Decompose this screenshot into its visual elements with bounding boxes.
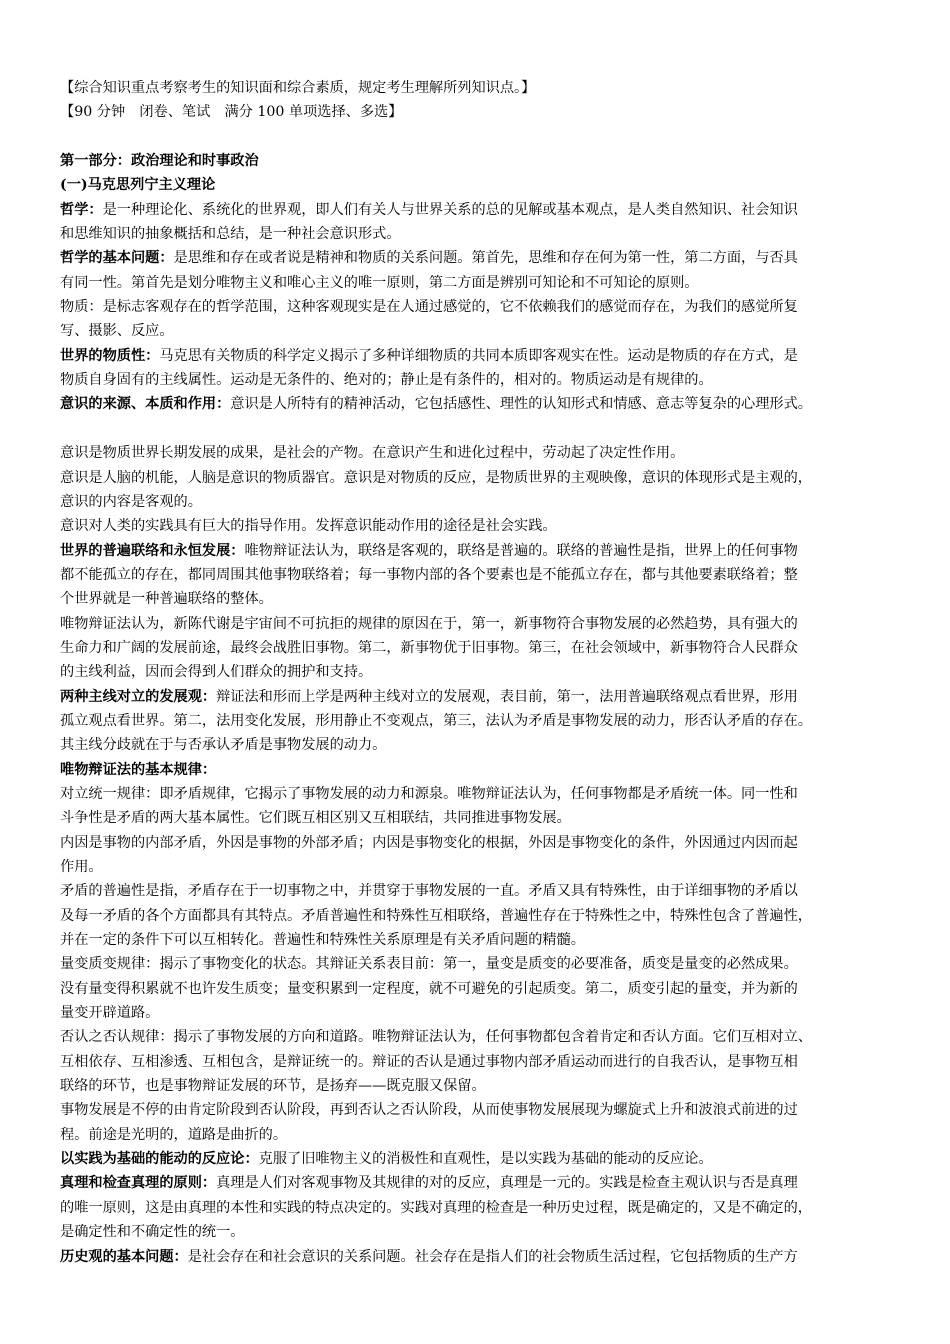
paragraph-line: 的主线利益，因而会得到人们群众的拥护和支持。 (60, 664, 373, 681)
term-label: 历史观的基本问题： (60, 1248, 188, 1265)
term-label: 以实践为基础的能动的反应论： (60, 1151, 259, 1168)
subsection-title: (一)马克思列宁主义理论 (60, 177, 216, 194)
paragraph-line: 互相依存、互相渗透、互相包含，是辩证统一的。辩证的否认是通过事物内部矛盾运动而进行的自我否认，是事物互相 (60, 1053, 798, 1070)
term-label: 世界的物质性： (60, 347, 160, 364)
paragraph-line: 的唯一原则，这是由真理的本性和实践的特点决定的。实践对真理的检查是一种历史过程，既是确定的，又是不确定的， (60, 1199, 812, 1216)
paragraph-line (60, 392, 896, 416)
paragraph-line: 意识的内容是客观的。 (60, 493, 202, 510)
header-line-2: 【90 分钟 闭卷、笔试 满分 100 单项选择、多选】 (60, 104, 403, 121)
paragraph-line: 都不能孤立的存在，都同周围其他事物联络着；每一事物内部的各个要素也是不能孤立存在，都与其他要素联络着；整 (60, 566, 798, 583)
paragraph-line: 和思维知识的抽象概括和总结，是一种社会意识形式。 (60, 226, 401, 243)
paragraph-line: 唯物辩证法认为，新陈代谢是宇宙间不可抗拒的规律的原因在于，第一，新事物符合事物发展的必然趋势，具有强大的 (60, 615, 798, 632)
spacer (60, 417, 896, 441)
paragraph-line: 写、摄影、反应。 (60, 323, 174, 340)
paragraph-line: 物质：是标志客观存在的哲学范围，这种客观现实是在人通过感觉的，它不依赖我们的感觉而存在，为我们的感觉所复 (60, 299, 798, 316)
paragraph-line: 意识是人脑的机能，人脑是意识的物质器官。意识是对物质的反应，是物质世界的主观映像，意识的体现形式是主观的， (60, 469, 812, 486)
term-label: 意识的来源、本质和作用： (60, 396, 231, 413)
term-label: 世界的普遍联络和永恒发展： (60, 542, 245, 559)
paragraph-line (60, 198, 896, 222)
paragraph-line: 联络的环节，也是事物辩证发展的环节，是扬弃——既克服又保留。 (60, 1078, 486, 1095)
term-label: 哲学： (60, 201, 103, 218)
paragraph-line: 其主线分歧就在于与否承认矛盾是事物发展的动力。 (60, 737, 387, 754)
paragraph-line (60, 1171, 896, 1195)
paragraph-line: 没有量变得积累就不也许发生质变；量变积累到一定程度，就不可避免的引起质变。第二，质变引起的量变，并为新的 (60, 980, 798, 997)
paragraph-text: 马克思有关物质的科学定义揭示了多种详细物质的共同本质即客观实在性。运动是物质的存在方式，是 (159, 347, 798, 364)
paragraph-line: 并在一定的条件下可以互相转化。普遍性和特殊性关系原理是有关矛盾问题的精髓。 (60, 932, 585, 949)
paragraph-line (60, 246, 896, 270)
paragraph-line: 斗争性是矛盾的两大基本属性。它们既互相区别又互相联结，共同推进事物发展。 (60, 810, 571, 827)
section-title: 第一部分：政治理论和时事政治 (60, 153, 259, 170)
paragraph-line: 物质自身固有的主线属性。运动是无条件的、绝对的；静止是有条件的，相对的。物质运动是有规律的。 (60, 372, 713, 389)
paragraph-line: 生命力和广阔的发展前途，最终会战胜旧事物。第二，新事物优于旧事物。第三，在社会领域中，新事物符合人民群众 (60, 639, 798, 656)
term-label: 两种主线对立的发展观： (60, 688, 217, 705)
document-page (60, 76, 896, 1269)
paragraph-line (60, 685, 896, 709)
paragraph-line: 孤立观点看世界。第二，法用变化发展，形用静止不变观点，第三，法认为矛盾是事物发展的动力，形否认矛盾的存在。 (60, 712, 812, 729)
paragraph-line (60, 1245, 896, 1269)
header-line-1: 【综合知识重点考察考生的知识面和综合素质，规定考生理解所列知识点。】 (60, 80, 536, 96)
paragraph-line: 量变开辟道路。 (60, 1005, 160, 1022)
paragraph-text: 辩证法和形而上学是两种主线对立的发展观，表目前，第一，法用普遍联络观点看世界，形用 (216, 688, 798, 705)
paragraph-line: 意识对人类的实践具有巨大的指导作用。发挥意识能动作用的途径是社会实践。 (60, 518, 557, 535)
term-label: 哲学的基本问题： (60, 250, 174, 267)
paragraph-line: 事物发展是不停的由肯定阶段到否认阶段，再到否认之否认阶段，从而使事物发展展现为螺旋式上升和波浪式前进的过 (60, 1102, 798, 1119)
paragraph-line: 内因是事物的内部矛盾，外因是事物的外部矛盾；内因是事物变化的根据，外因是事物变化的条件，外因通过内因而起 (60, 834, 798, 851)
paragraph-line (60, 344, 896, 368)
paragraph-text: 唯物辩证法认为，联络是客观的，联络是普遍的。联络的普遍性是指，世界上的任何事物 (244, 542, 798, 559)
term-label: 真理和检查真理的原则： (60, 1175, 217, 1192)
paragraph-line: 作用。 (60, 859, 103, 875)
paragraph-line: 是确定性和不确定性的统一。 (60, 1224, 245, 1241)
paragraph-text: 克服了旧唯物主义的消极性和直观性，是以实践为基础的能动的反应论。 (258, 1151, 713, 1168)
paragraph-line: 程。前途是光明的，道路是曲折的。 (60, 1126, 288, 1143)
paragraph-text: 是社会存在和社会意识的关系问题。社会存在是指人们的社会物质生活过程，它包括物质的生产方 (187, 1248, 798, 1265)
paragraph-line: 矛盾的普遍性是指，矛盾存在于一切事物之中，并贯穿于事物发展的一直。矛盾又具有特殊性，由于详细事物的矛盾以 (60, 883, 798, 900)
paragraph-line (60, 539, 896, 563)
paragraph-line: 否认之否认规律：揭示了事物发展的方向和道路。唯物辩证法认为，任何事物都包含着肯定和否认方面。它们互相对立、 (60, 1029, 812, 1046)
spacer (60, 125, 896, 149)
paragraph-text: 意识是人所特有的精神活动，它包括感性、理性的认知形式和情感、意志等复杂的心理形式。 (230, 396, 812, 413)
paragraph-line (60, 1147, 896, 1171)
paragraph-line: 有同一性。第首先是划分唯物主义和唯心主义的唯一原则，第二方面是辨别可知论和不可知论的原则。 (60, 274, 699, 291)
paragraph-line: 意识是物质世界长期发展的成果，是社会的产物。在意识产生和进化过程中，劳动起了决定性作用。 (60, 445, 685, 462)
paragraph-line: 量变质变规律：揭示了事物变化的状态。其辩证关系表目前：第一，量变是质变的必要准备，质变是量变的必然成果。 (60, 956, 798, 973)
paragraph-line: 及每一矛盾的各个方面都具有其特点。矛盾普遍性和特殊性互相联络，普遍性存在于特殊性之中，特殊性包含了普遍性， (60, 907, 812, 924)
paragraph-text: 是一种理论化、系统化的世界观，即人们有关人与世界关系的总的见解或基本观点，是人类自然知识、社会知识 (102, 201, 798, 218)
laws-heading: 唯物辩证法的基本规律： (60, 761, 217, 778)
paragraph-text: 是思维和存在或者说是精神和物质的关系问题。第首先，思维和存在何为第一性，第二方面，与否具 (173, 250, 798, 267)
paragraph-text: 真理是人们对客观事物及其规律的对的反应，真理是一元的。实践是检查主观认识与否是真理 (216, 1175, 798, 1192)
paragraph-line: 个世界就是一种普遍联络的整体。 (60, 591, 273, 608)
paragraph-line: 对立统一规律：即矛盾规律，它揭示了事物发展的动力和源泉。唯物辩证法认为，任何事物都是矛盾统一体。同一性和 (60, 785, 798, 802)
